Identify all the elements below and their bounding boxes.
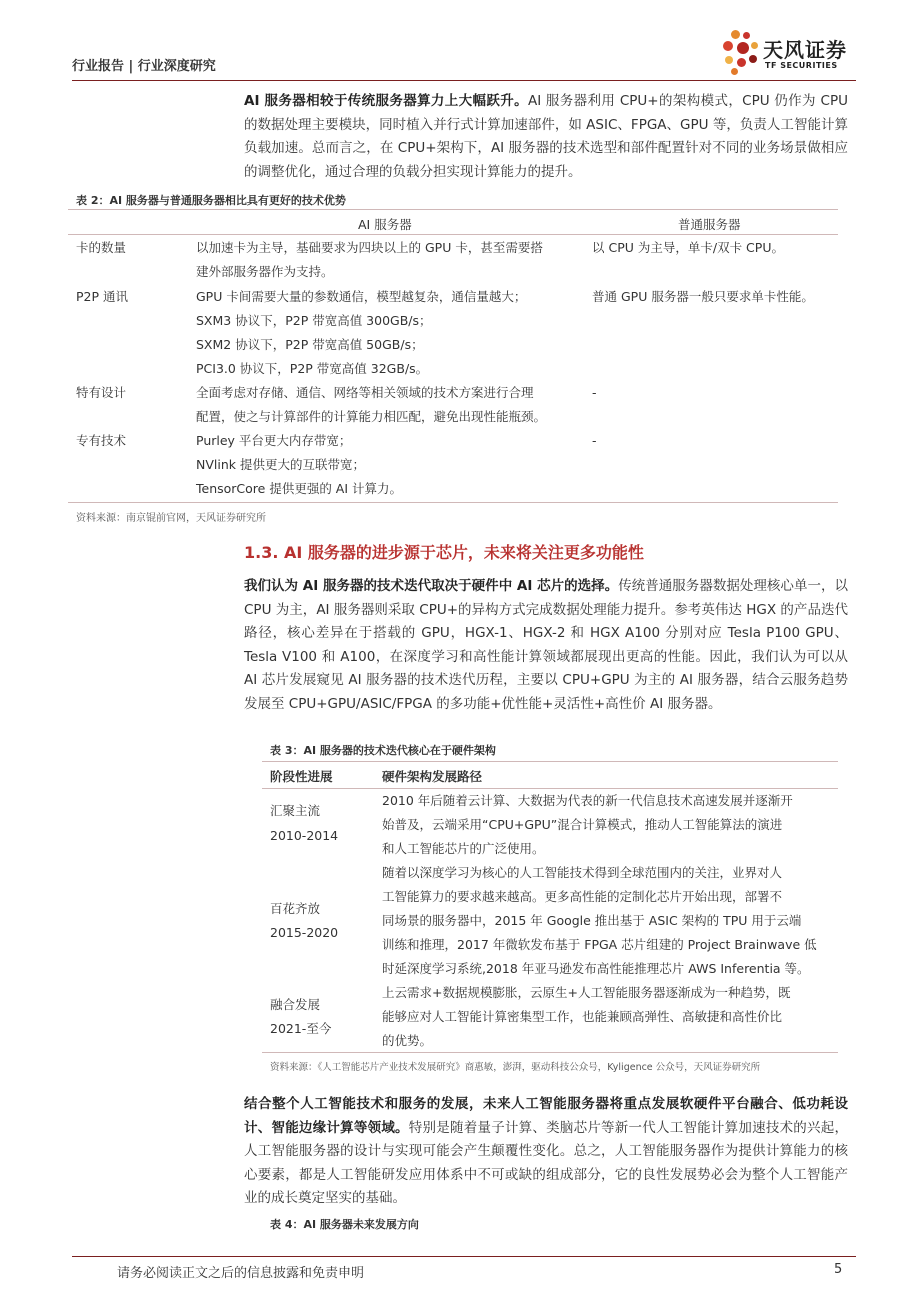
table2-header-normal: 普通服务器	[678, 217, 741, 232]
table3-path-line: 时延深度学习系统,2018 年亚马逊发布高性能推理芯片 AWS Inferentia 等。	[382, 961, 810, 976]
table3-source: 资料来源：《人工智能芯片产业技术发展研究》商惠敏，澎湃，驱动科技公众号，Kyligence 公众号，天风证券研究所	[270, 1062, 761, 1073]
company-logo	[721, 28, 856, 76]
table3-path-line: 和人工智能芯片的广泛使用。	[382, 841, 545, 856]
table2-cell-normal: -	[592, 433, 597, 448]
table2-header-row	[68, 209, 838, 235]
table2-row-label: 专有技术	[76, 433, 127, 448]
table2-cell-ai: 建外部服务器作为支持。	[196, 264, 334, 279]
table2-cell-ai: 配置，使之与计算部件的计算能力相匹配，避免出现性能瓶颈。	[196, 409, 547, 424]
table2-row-label: 特有设计	[76, 385, 127, 400]
table3-path-line: 工智能算力的要求越来越高。更多高性能的定制化芯片开始出现，部署不	[382, 889, 783, 904]
table3-header-stage: 阶段性进展	[270, 769, 333, 784]
logo-english-name: TF SECURITIES	[765, 61, 838, 70]
table3-stage-name: 百花齐放	[270, 901, 321, 916]
table2-title: 表 2：AI 服务器与普通服务器相比具有更好的技术优势	[76, 194, 346, 207]
table3-stage-years: 2015-2020	[270, 925, 339, 940]
logo-chinese-name: 天风证券	[763, 38, 847, 62]
table3-header-path: 硬件架构发展路径	[382, 769, 483, 784]
table3-top-rule	[262, 761, 838, 762]
footer-divider	[72, 1256, 856, 1257]
table2-cell-ai: SXM3 协议下，P2P 带宽高值 300GB/s；	[196, 313, 432, 328]
paragraph-lead: AI 服务器相较于传统服务器算力上大幅跃升。	[244, 93, 528, 109]
table2-row-label: P2P 通讯	[76, 289, 129, 304]
table2-cell-normal: 普通 GPU 服务器一般只要求单卡性能。	[592, 289, 814, 304]
table2-cell-normal: -	[592, 385, 597, 400]
paragraph-ai-server-leap	[244, 90, 848, 184]
paragraph-body: 传统普通服务器数据处理核心单一，以 CPU 为主，AI 服务器则采取 CPU+的异构方式完成数据处理能力提升。参考英伟达 HGX 的产品迭代路径，核心差异在于搭载的 GPU，HGX-1、HGX-2 和 HGX A100 分别对应 Tesla P100 GPU、Tesla V100 和 A100，在深度学习和高性能计算领域都展现出更高的性能。因此，我们认为可以从 AI 芯片发展窥见 AI 服务器的技术迭代历程，主要以 CPU+GPU 为主的 AI 服务器，结合云服务趋势发展至 CPU+GPU/ASIC/FPGA 的多功能+优性能+灵活性+高性价 AI 服务器。	[244, 578, 848, 712]
table2-bottom-rule	[68, 502, 838, 503]
paragraph-tech-iteration	[244, 575, 848, 716]
table3	[262, 761, 838, 1053]
table2-cell-ai: PCI3.0 协议下，P2P 带宽高值 32GB/s。	[196, 361, 429, 376]
table3-path-line: 的优势。	[382, 1033, 433, 1048]
table3-title: 表 3：AI 服务器的技术迭代核心在于硬件架构	[270, 744, 496, 757]
table4-title: 表 4：AI 服务器未来发展方向	[270, 1218, 419, 1231]
table3-path-line: 始普及，云端采用“CPU+GPU”混合计算模式，推动人工智能算法的演进	[382, 817, 783, 832]
table3-path-line: 训练和推理，2017 年微软发布基于 FPGA 芯片组建的 Project Brainwave 低	[382, 937, 817, 952]
table2-cell-ai: TensorCore 提供更强的 AI 计算力。	[196, 481, 403, 496]
table2-cell-ai: SXM2 协议下，P2P 带宽高值 50GB/s；	[196, 337, 424, 352]
report-category: 行业报告 | 行业深度研究	[72, 59, 216, 74]
table2-row-label: 卡的数量	[76, 240, 127, 255]
table3-stage-name: 融合发展	[270, 997, 321, 1012]
table2	[68, 209, 838, 503]
table2-cell-ai: GPU 卡间需要大量的参数通信，模型越复杂，通信量越大；	[196, 289, 527, 304]
page-number: 5	[834, 1262, 843, 1277]
page-header	[72, 0, 856, 80]
table3-stage-years: 2010-2014	[270, 828, 339, 843]
paragraph-body: AI 服务器利用 CPU+的架构模式，CPU 仍作为 CPU 的数据处理主要模块，同时植入并行式计算加速部件，如 ASIC、FPGA、GPU 等，负责人工智能计算负载加速。总而言之，在 CPU+架构下，AI 服务器的技术选型和部件配置针对不同的业务场景做相应的调整优化，通过合理的负载分担实现计算能力的提升。	[244, 93, 848, 180]
table3-bottom-rule	[262, 1052, 838, 1053]
paragraph-lead: 结合整个人工智能技术和服务的发展，未来人工智能服务器将重点发展软硬件平台融合、低功耗设计、智能边缘计算等领域。	[244, 1096, 848, 1136]
table2-cell-ai: NVlink 提供更大的互联带宽；	[196, 457, 365, 472]
table2-cell-normal: 以 CPU 为主导，单卡/双卡 CPU。	[592, 240, 784, 255]
header-divider	[72, 80, 856, 81]
table3-path-line: 2010 年后随着云计算、大数据为代表的新一代信息技术高速发展并逐渐开	[382, 793, 793, 808]
table2-header-ai: AI 服务器	[358, 217, 412, 232]
table3-stage-name: 汇聚主流	[270, 803, 321, 818]
table3-path-line: 上云需求+数据规模膨胀，云原生+人工智能服务器逐渐成为一种趋势，既	[382, 985, 791, 1000]
table3-path-line: 能够应对人工智能计算密集型工作，也能兼顾高弹性、高敏捷和高性价比	[382, 1009, 783, 1024]
table3-stage-years: 2021-至今	[270, 1021, 332, 1036]
paragraph-lead: 我们认为 AI 服务器的技术迭代取决于硬件中 AI 芯片的选择。	[244, 578, 619, 594]
table2-source: 资料来源：南京锟前官网，天风证券研究所	[76, 513, 266, 524]
table2-cell-ai: Purley 平台更大内存带宽；	[196, 433, 352, 448]
table3-path-line: 随着以深度学习为核心的人工智能技术得到全球范围内的关注，业界对人	[382, 865, 783, 880]
footer-disclaimer: 请务必阅读正文之后的信息披露和免责申明	[117, 1266, 365, 1281]
table2-cell-ai: 全面考虑对存储、通信、网络等相关领域的技术方案进行合理	[196, 385, 534, 400]
table3-path-line: 同场景的服务器中，2015 年 Google 推出基于 ASIC 架构的 TPU 用于云端	[382, 913, 802, 928]
logo-flower-icon	[721, 28, 761, 76]
paragraph-body: 特别是随着量子计算、类脑芯片等新一代人工智能计算加速技术的兴起，人工智能服务器的设计与实现可能会产生颠覆性变化。总之，人工智能服务器作为提供计算能力的核心要素，都是人工智能研发应用体系中不可或缺的组成部分，它的良性发展势必会为整个人工智能产业的成长奠定坚实的基础。	[244, 1119, 849, 1206]
table2-cell-ai: 以加速卡为主导，基础要求为四块以上的 GPU 卡，甚至需要搭	[196, 240, 543, 255]
section-heading: 1.3. AI 服务器的进步源于芯片，未来将关注更多功能性	[244, 543, 644, 562]
paragraph-future-direction	[244, 1093, 848, 1211]
